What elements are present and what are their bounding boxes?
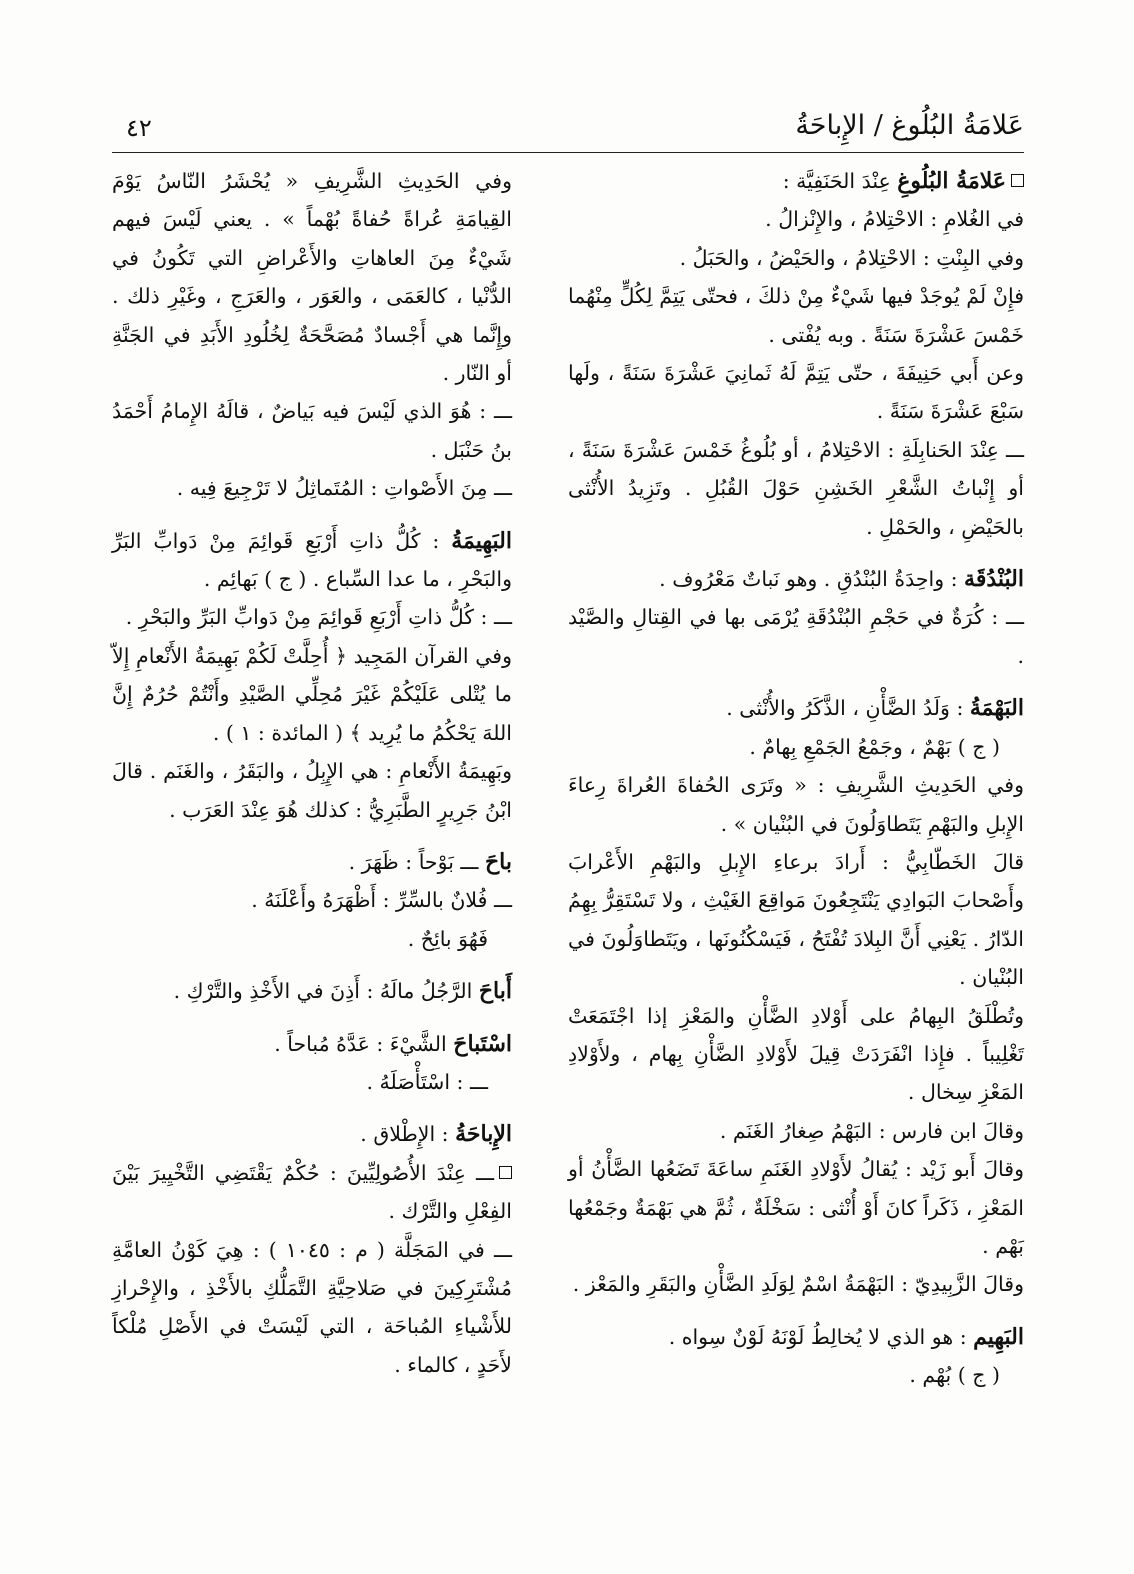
entry-paragraph — [568, 1112, 1024, 1150]
entry-paragraph — [112, 1231, 512, 1385]
dictionary-entry — [112, 1115, 512, 1153]
entry-paragraph — [112, 1154, 512, 1231]
headword: الإِباحَةُ — [455, 1121, 512, 1148]
definition-text: وفي الحَدِيثِ الشَّرِيفِ : « وتَرَى الحُفاةَ العُراةَ رِعاءَ الإِبلِ والبَهْمِ يَتَطاوَلُونَ في البُنْيان » . — [568, 773, 1024, 836]
entry-paragraph — [112, 162, 512, 392]
dictionary-entry — [568, 689, 1024, 727]
right-column — [568, 162, 1024, 1395]
entry-paragraph — [112, 637, 512, 752]
square-marker-icon — [1011, 174, 1024, 187]
entry-paragraph — [112, 752, 512, 829]
headword: اسْتَباحَ — [453, 1030, 512, 1057]
entry-paragraph — [112, 598, 512, 636]
definition-text: الرَّجُلُ مالَهُ : أَذِنَ في الأَخْذِ والتَّرْكِ . — [173, 979, 479, 1004]
headword: عَلامَةُ البُلُوغِ — [897, 168, 1006, 194]
dictionary-entry — [568, 1318, 1024, 1356]
definition-text: : واحِدَةُ البُنْدُقِ . وهو نَباتٌ مَعْرُوف . — [659, 567, 965, 592]
headword: البَهِيم — [973, 1323, 1024, 1350]
page-number: ٤٢ — [126, 114, 152, 142]
definition-text: وفي البِنْتِ : الاحْتِلامُ ، والحَيْضُ ، والحَبَلُ . — [679, 245, 1024, 270]
running-title: عَلامَةُ البُلُوغ / الإِباحَةُ — [795, 110, 1024, 141]
definition-text: الشَّيْءَ : عَدَّهُ مُباحاً . — [274, 1031, 454, 1056]
page-header — [112, 108, 1024, 153]
definition-text: ـــ : كُرَةٌ في حَجْمِ البُنْدُقَةِ يُرْمَى بها في القِتالِ والصَّيْد . — [568, 605, 1024, 668]
square-marker-icon — [499, 1166, 512, 1179]
entry-paragraph — [568, 843, 1024, 997]
definition-text: ( ج ) بَهْمٌ ، وجَمْعُ الجَمْعِ بِهامٌ . — [749, 734, 1000, 759]
definition-text: وفي القرآن المَجِيد ﴿ أُحِلَّتْ لَكُمْ بَهِيمَةُ الأَنْعامِ إِلاّ ما يُتْلى عَلَيْكُمْ غَيْرَ مُحِلِّي الصَّيْدِ وأَنْتُمْ حُرُمٌ إِنَّ اللهَ يَحْكُمُ ما يُرِيد ﴾ ( المائدة : ١ ) . — [112, 643, 512, 745]
definition-text: وفي الحَدِيثِ الشَّرِيفِ « يُحْشَرُ النّاسُ يَوْمَ القِيامَةِ عُراةً حُفاةً بُهْماً » . يعني لَيْسَ فيهم شَيْءٌ مِنَ العاهاتِ والأَعْراضِ التي تَكُونُ في الدُّنْيا ، كالعَمَى ، والعَوَر ، والعَرَجِ ، وغَيْرِ ذلك . وإِنَّما هي أَجْسادٌ مُصَحَّحَةٌ لِخُلُودِ الأَبَدِ في الجَنَّةِ أو النّار . — [112, 169, 512, 386]
definition-text: ـــ مِنَ الأَصْواتِ : المُتَماثِلُ لا تَرْجِيعَ فِيه . — [176, 476, 512, 501]
definition-text: : هو الذي لا يُخالِطُ لَوْنَهُ لَوْنٌ سِواه . — [668, 1324, 974, 1349]
dictionary-entry — [568, 560, 1024, 598]
definition-text: فإِنْ لَمْ يُوجَدْ فيها شَيْءٌ مِنْ ذلكَ ، فحتّى يَتِمَّ لِكُلٍّ مِنْهُما خَمْسَ عَشْرَةَ سَنَةً . وبه يُفْتى . — [568, 284, 1024, 347]
definition-text: ـــ بَوْحاً : ظَهَرَ . — [348, 849, 485, 874]
entry-paragraph — [112, 920, 512, 958]
definition-text: ـــ فُلانٌ بالسِّرِّ : أَظْهَرَهُ وأَعْلَنَهُ . — [251, 888, 512, 913]
headword: البَهِيمَةُ — [451, 527, 512, 554]
definition-text: ( ج ) بُهْم . — [909, 1363, 1000, 1388]
definition-text: وقالَ أَبو زَيْد : يُقالُ لأَوْلادِ الغَنَمِ ساعَةَ تَضَعُها الضَّأْنُ أو المَعْزِ ، ذَكَراً كانَ أَوْ أُنْثى : سَخْلَةٌ ، ثُمَّ هي بَهْمَةٌ وجَمْعُها بَهْم . — [568, 1157, 1024, 1258]
entry-paragraph — [112, 469, 512, 507]
definition-text: وعن أَبي حَنِيفَةَ ، حتّى يَتِمَّ لَهُ ثَمانِيَ عَشْرَةَ سَنَةً ، ولَها سَبْعَ عَشْرَةَ سَنَةً . — [568, 361, 1024, 424]
headword: أَباحَ — [478, 978, 512, 1005]
definition-text: عِنْدَ الحَنَفِيَّة : — [782, 169, 898, 193]
definition-text: في الغُلامِ : الاحْتِلامُ ، والإِنْزالُ . — [765, 207, 1024, 232]
headword: البَهْمَةُ — [969, 695, 1024, 722]
entry-paragraph — [568, 277, 1024, 354]
entry-paragraph — [568, 598, 1024, 675]
definition-text: ـــ عِنْدَ الأُصُولِيِّينَ : حُكْمٌ يَقْتَضِي التَّخْيِيرَ بَيْنَ الفِعْلِ والتَّرْك . — [112, 1160, 512, 1224]
dictionary-entry — [112, 1025, 512, 1063]
definition-text: ـــ : اسْتَأْصَلَهُ . — [366, 1069, 488, 1094]
entry-paragraph — [568, 1356, 1024, 1394]
dictionary-entry — [112, 972, 512, 1010]
entry-paragraph — [112, 881, 512, 919]
definition-text: وبَهِيمَةُ الأَنْعامِ : هي الإِبِلُ ، والبَقَرُ ، والغَنَم . قالَ ابْنُ جَرِيرٍ الطَّبَرِيُّ : كذلك هُوَ عِنْدَ العَرَب . — [112, 759, 512, 822]
definition-text: وتُطْلَقُ البِهامُ على أَوْلادِ الضَّأْنِ والمَعْزِ إذا اجْتَمَعَتْ تَغْلِيباً . فإِذا انْفَرَدَتْ قِيلَ لأَوْلادِ الضَّأْنِ بِهام ، ولأَوْلادِ المَعْزِ سِخال . — [568, 1003, 1024, 1105]
definition-text: ـــ : هُوَ الذي لَيْسَ فيه بَياضٌ ، قالَهُ الإِمامُ أَحْمَدُ بنُ حَنْبَل . — [112, 399, 512, 462]
definition-text: ـــ عِنْدَ الحَنابِلَةِ : الاحْتِلامُ ، أو بُلُوغُ خَمْسَ عَشْرَةَ سَنَةً ، أو إِنْباتُ الشَّعْرِ الخَشِنِ حَوْلَ القُبُلِ . وتَزِيدُ الأُنْثى بالحَيْضِ ، والحَمْلِ . — [568, 437, 1024, 539]
entry-paragraph — [568, 997, 1024, 1112]
entry-paragraph — [568, 1150, 1024, 1265]
definition-text: وقالَ ابن فارس : البَهْمُ صِغارُ الغَنَم . — [719, 1118, 1024, 1143]
entry-paragraph — [568, 431, 1024, 546]
definition-text: : كُلُّ ذاتِ أَرْبَعِ قَوائِمَ مِنْ دَوابِّ البَرِّ والبَحْرِ ، ما عدا السِّباع . ( ج ) بَهائِم . — [112, 528, 512, 592]
definition-text: ـــ : كُلُّ ذاتِ أَرْبَعِ قَوائِمَ مِنْ دَوابِّ البَرِّ والبَحْرِ . — [125, 605, 512, 630]
dictionary-entry — [112, 843, 512, 881]
dictionary-entry — [568, 162, 1024, 200]
entry-paragraph — [568, 200, 1024, 238]
definition-text: : الإِطْلاق . — [360, 1122, 456, 1147]
definition-text: : وَلَدُ الضَّأْنِ ، الذَّكَرُ والأُنْثى . — [726, 696, 970, 721]
definition-text: وقالَ الزَّبِيدِيّ : البَهْمَةُ اسْمٌ لِوَلَدِ الضَّأْنِ والبَقَرِ والمَعْز . — [572, 1272, 1024, 1297]
entry-paragraph — [112, 1063, 512, 1101]
entry-paragraph — [568, 1265, 1024, 1303]
entry-paragraph — [568, 766, 1024, 843]
entry-paragraph — [568, 728, 1024, 766]
left-column — [112, 162, 512, 1384]
entry-paragraph — [568, 239, 1024, 277]
entry-paragraph — [112, 392, 512, 469]
headword: البُنْدُقَة — [964, 566, 1024, 593]
definition-text: قالَ الخَطّابِيُّ : أَرادَ برعاءِ الإِبلِ والبَهْمِ الأَعْرابَ وأَصْحابَ البَوادِي يَنْتَجِعُونَ مَواقِعَ الغَيْثِ ، ولا تَسْتَقِرُّ بِهِمُ الدّارُ . يَعْنِي أَنَّ البِلادَ تُفْتَحُ ، فَيَسْكُنُونَها ، ويَتَطاوَلُونَ في البُنْيان . — [568, 849, 1024, 990]
definition-text: ـــ في المَجَلَّة ( م : ١٠٤٥ ) : هِيَ كَوْنُ العامَّةِ مُشْتَرِكِينَ في صَلاحِيَّةِ التَّمَلُّكِ بالأَخْذِ ، والإِحْرازِ للأَشْياءِ المُباحَة ، التي لَيْسَتْ في الأَصْلِ مُلْكاً لأَحَدٍ ، كالماء . — [112, 1237, 512, 1377]
headword: باحَ — [484, 848, 512, 875]
definition-text: فَهُوَ بائِحٌ . — [407, 926, 488, 951]
dictionary-entry — [112, 522, 512, 599]
entry-paragraph — [568, 354, 1024, 431]
